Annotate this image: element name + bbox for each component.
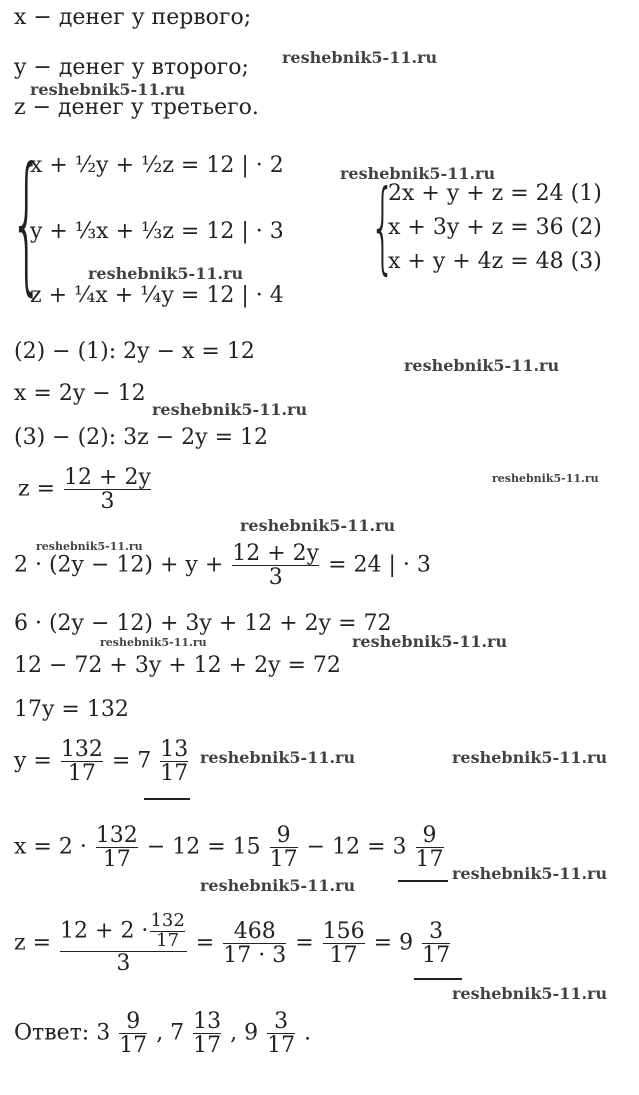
sub-fraction [232, 542, 319, 589]
zv-n3: 156 [322, 918, 365, 944]
system1-eq2: y + ⅓x + ⅓z = 12 | · 3 [30, 219, 284, 244]
sub-rhs: = 24 | · 3 [328, 552, 431, 578]
x-mixed-num: 9 [276, 823, 291, 848]
watermark: reshebnik5-11.ru [282, 48, 438, 67]
zv-fraction3 [323, 920, 365, 967]
zv-inner-num: 132 [150, 910, 185, 931]
watermark: reshebnik5-11.ru [30, 80, 186, 99]
x-fraction [96, 824, 138, 871]
answer-end: . [304, 1020, 312, 1046]
system-brace-left: { [10, 136, 44, 310]
x-result-num: 9 [422, 823, 437, 848]
answer-num-1: 9 [126, 1009, 141, 1034]
watermark: reshebnik5-11.ru [152, 400, 308, 419]
zv-eq3: = 9 [373, 930, 414, 956]
definition-z: z − денег у третьего. [14, 95, 259, 120]
zv-eq1: = [195, 930, 215, 956]
zv-fraction2 [223, 920, 286, 967]
watermark: reshebnik5-11.ru [340, 164, 496, 183]
zv-fraction4 [422, 920, 450, 967]
step-y-value [14, 738, 190, 785]
answer-num-3: 3 [274, 1009, 289, 1034]
x-frac-den: 17 [96, 847, 138, 871]
answer-label: Ответ: 3 [14, 1020, 111, 1046]
step-simplify: 12 − 72 + 3y + 12 + 2y = 72 [14, 653, 341, 678]
watermark: reshebnik5-11.ru [100, 636, 207, 649]
watermark: reshebnik5-11.ru [452, 748, 608, 767]
watermark: reshebnik5-11.ru [404, 356, 560, 375]
x-answer-underline [398, 880, 448, 882]
watermark: reshebnik5-11.ru [240, 516, 396, 535]
y-answer-underline [144, 798, 190, 800]
zv-lhs: z = [14, 930, 52, 956]
watermark: reshebnik5-11.ru [452, 984, 608, 1003]
answer-line [14, 1010, 311, 1057]
system1-eq1: x + ½y + ½z = 12 | · 2 [30, 153, 284, 178]
sub-frac-num: 12 + 2y [232, 541, 320, 566]
step-subtract-3-2: (3) − (2): 3z − 2y = 12 [14, 425, 268, 450]
zv-frac-den: 3 [60, 951, 187, 975]
z-frac-den: 3 [64, 489, 151, 513]
watermark: reshebnik5-11.ru [200, 748, 356, 767]
definition-y: y − денег у второго; [14, 55, 249, 80]
step-expand: 6 · (2y − 12) + 3y + 12 + 2y = 72 [14, 611, 392, 636]
x-result-fraction [416, 824, 444, 871]
z-answer-underline [414, 978, 462, 980]
watermark: reshebnik5-11.ru [200, 876, 356, 895]
step-x-value [14, 824, 446, 871]
sub-frac-den: 3 [232, 565, 319, 589]
system2-eq3: x + y + 4z = 48 (3) [388, 249, 602, 274]
y-mixed-fraction [160, 738, 188, 785]
watermark: reshebnik5-11.ru [492, 472, 599, 485]
answer-frac-2 [193, 1010, 221, 1057]
y-frac-den: 17 [61, 761, 103, 785]
answer-sep-2: , 9 [230, 1020, 259, 1046]
zv-d2: 17 · 3 [223, 942, 287, 968]
y-frac-num: 132 [60, 737, 103, 762]
x-frac-num: 132 [95, 823, 138, 848]
x-mixed-den: 17 [269, 847, 298, 873]
answer-sep-1: , 7 [156, 1020, 185, 1046]
zv-fraction [60, 912, 187, 975]
x-result-den: 17 [415, 847, 444, 873]
zv-eq2: = [295, 930, 314, 956]
y-mixed-den: 17 [160, 761, 189, 787]
x-mid: − 12 = 15 [146, 834, 261, 860]
y-lhs: y = [14, 748, 52, 774]
system2-eq1: 2x + y + z = 24 (1) [388, 181, 602, 206]
answer-den-2: 17 [193, 1033, 222, 1059]
z-frac-num: 12 + 2y [64, 465, 151, 490]
x-lhs: x = 2 · [14, 834, 87, 860]
y-fraction [61, 738, 103, 785]
step-z-value [14, 912, 452, 975]
zv-d4: 17 [422, 942, 451, 968]
zv-inner-den: 17 [150, 931, 184, 951]
y-mixed-num: 13 [160, 737, 189, 762]
x-mid2: − 12 = 3 [306, 834, 407, 860]
watermark: reshebnik5-11.ru [88, 264, 244, 283]
x-mixed-fraction [270, 824, 298, 871]
system2-eq2: x + 3y + z = 36 (2) [388, 215, 602, 240]
zv-n2: 468 [233, 918, 276, 944]
answer-frac-1 [119, 1010, 147, 1057]
system1-eq3: z + ¼x + ¼y = 12 | · 4 [30, 283, 284, 308]
definition-x: x − денег у первого; [14, 5, 252, 30]
z-lhs: z = [18, 476, 56, 502]
answer-den-3: 17 [267, 1033, 296, 1059]
zv-d3: 17 [323, 943, 365, 967]
step-17y: 17y = 132 [14, 697, 129, 722]
answer-frac-3 [267, 1010, 295, 1057]
zv-frac-num [60, 912, 187, 951]
step-z-expr [18, 466, 153, 513]
answer-num-2: 13 [193, 1009, 222, 1034]
step-x-expr: x = 2y − 12 [14, 381, 146, 406]
y-mixed-whole: = 7 [111, 748, 152, 774]
z-fraction [64, 466, 151, 513]
system-brace-right: { [370, 168, 396, 285]
zv-n4: 3 [429, 918, 444, 944]
watermark: reshebnik5-11.ru [352, 632, 508, 651]
watermark: reshebnik5-11.ru [452, 864, 608, 883]
step-subtract-2-1: (2) − (1): 2y − x = 12 [14, 339, 255, 364]
zv-inner-fraction [150, 912, 184, 951]
zv-num-text: 12 + 2 · [60, 918, 149, 944]
watermark: reshebnik5-11.ru [36, 540, 143, 553]
sub-lhs: 2 · (2y − 12) + y + [14, 552, 224, 578]
answer-den-1: 17 [119, 1033, 148, 1059]
